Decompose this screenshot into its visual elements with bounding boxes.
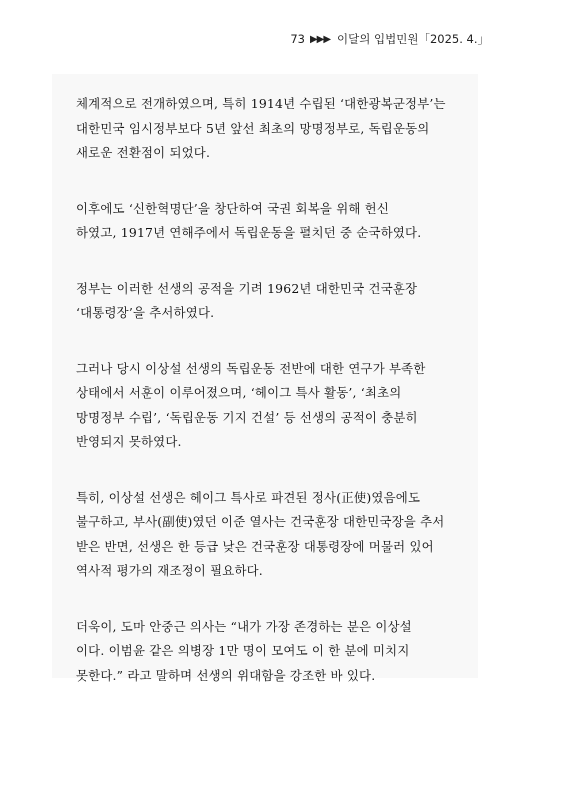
text-line: 망명정부 수립’, ‘독립운동 기지 건설’ 등 선생의 공적이 충분히 <box>76 409 418 425</box>
text-line: 대한민국 임시정부보다 5년 앞선 최초의 망명정부로, 독립운동의 <box>76 120 430 136</box>
paragraph <box>76 357 478 455</box>
document-body <box>76 92 478 719</box>
page-header <box>290 31 489 47</box>
paragraph <box>76 197 478 246</box>
text-line: ‘대통령장’을 추서하였다. <box>76 305 215 320</box>
paragraph <box>76 615 478 689</box>
publication-title: 이달의 입법민원「2025. 4.」 <box>337 32 489 46</box>
text-line: 불구하고, 부사(副使)였던 이준 열사는 건국훈장 대한민국장을 추서 <box>76 514 445 529</box>
text-line: 정부는 이러한 선생의 공적을 기려 1962년 대한민국 건국훈장 <box>76 280 418 296</box>
paragraph <box>76 486 478 584</box>
text-line: 이다. 이범윤 같은 의병장 1만 명이 모여도 이 한 분에 미치지 <box>76 643 410 658</box>
text-line: 체계적으로 전개하였으며, 특히 1914년 수립된 ‘대한광복군정부’는 <box>76 96 446 111</box>
text-line: 특히, 이상설 선생은 헤이그 특사로 파견된 정사(正使)였음에도 <box>76 489 421 505</box>
text-line: 역사적 평가의 재조정이 필요하다. <box>76 563 263 578</box>
text-line: 이후에도 ‘신한혁명단’을 창단하여 국권 회복을 위해 헌신 <box>76 200 390 216</box>
text-line: 그러나 당시 이상설 선생의 독립운동 전반에 대한 연구가 부족한 <box>76 360 426 376</box>
text-line: 더욱이, 도마 안중근 의사는 “내가 가장 존경하는 분은 이상설 <box>76 618 412 634</box>
paragraph <box>76 277 478 326</box>
page-number: 73 <box>290 32 305 46</box>
text-line: 상태에서 서훈이 이루어졌으며, ‘헤이그 특사 활동’, ‘최초의 <box>76 385 402 400</box>
text-line: 못한다.” 라고 말하며 선생의 위대함을 강조한 바 있다. <box>76 667 376 683</box>
paragraph <box>76 92 478 166</box>
arrow-icons: ▶▶▶ <box>309 33 331 45</box>
text-line: 하였고, 1917년 연해주에서 독립운동을 펼치던 중 순국하였다. <box>76 225 422 240</box>
text-line: 새로운 전환점이 되었다. <box>76 145 211 160</box>
text-line: 받은 반면, 선생은 한 등급 낮은 건국훈장 대통령장에 머물러 있어 <box>76 538 434 554</box>
text-line: 반영되지 못하였다. <box>76 434 182 449</box>
